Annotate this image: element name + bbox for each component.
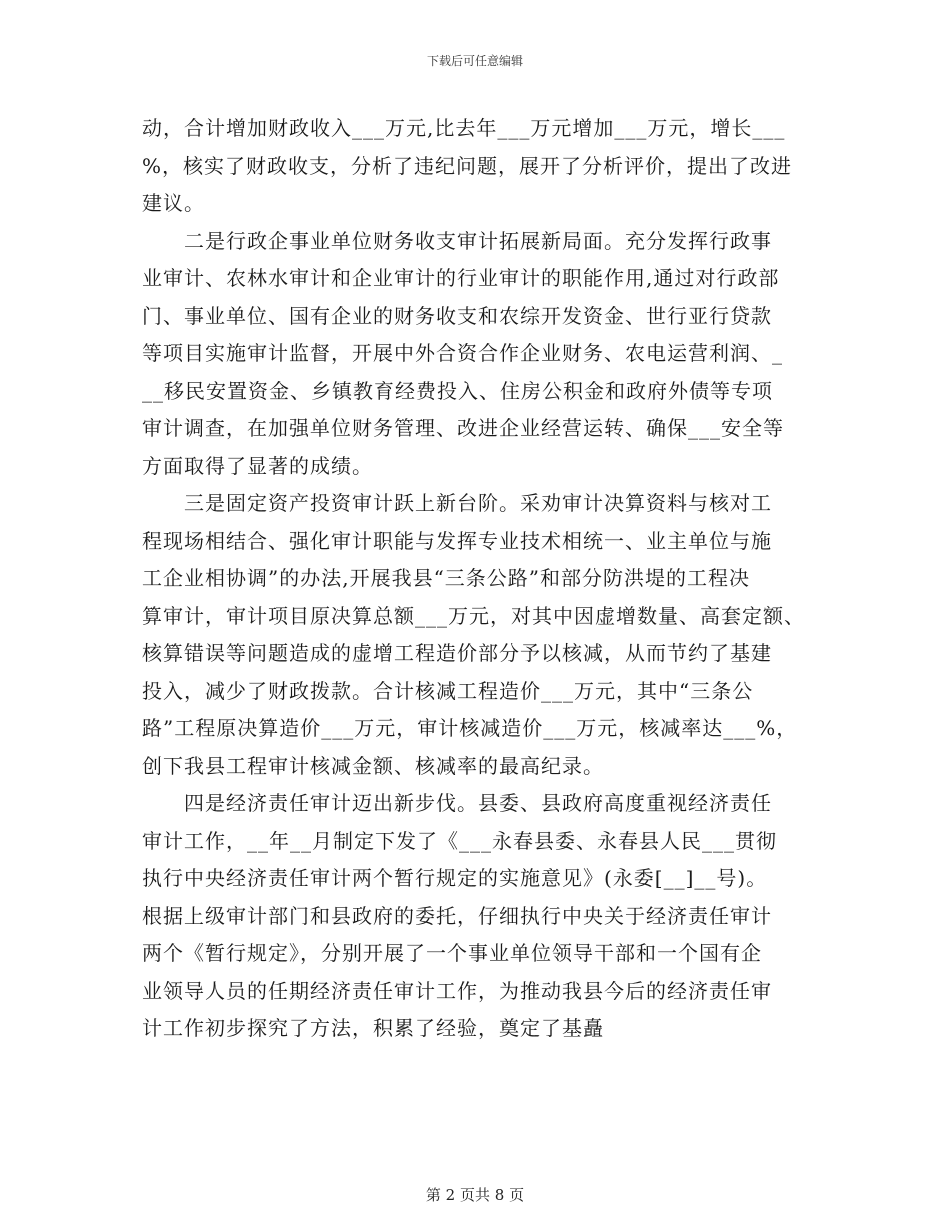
text-line: 执行中央经济责任审计两个暂行规定的实施意见》(永委[__]__号)。 [142,866,768,890]
text-line: 程现场相结合、强化审计职能与发挥专业技术相统一、业主单位与施 [142,528,772,553]
text-line: 门、事业单位、国有企业的财务收支和农综开发资金、世行亚行贷款 [142,303,772,328]
text-line: 四是经济责任审计迈出新步伐。县委、县政府高度重视经济责任 [142,791,772,815]
text-line: 业领导人员的任期经济责任审计工作，为推动我县今后的经济责任审 [142,978,772,1003]
page-number: 第 2 页共 8 页 [425,1186,525,1204]
text-line: 动，合计增加财政收入___万元,比去年___万元增加___万元，增长___ [142,116,786,140]
text-line: 根据上级审计部门和县政府的委托，仔细执行中央关于经济责任审计 [142,903,772,928]
text-line: 二是行政企事业单位财务收支审计拓展新局面。充分发挥行政事 [142,228,772,253]
text-line: 三是固定资产投资审计跃上新台阶。采劝审计决算资料与核对工 [142,491,772,515]
text-line: 两个《暂行规定》，分别开展了一个事业单位领导干部和一个国有企 [142,941,762,965]
text-line: 审计工作，__年__月制定下发了《___永春县委、永春县人民___贯彻 [142,828,777,853]
text-line: 计工作初步探究了方法，积累了经验，奠定了基矗 [142,1016,604,1040]
text-line: 方面取得了显著的成绩。 [142,453,373,478]
text-line: 审计调查，在加强单位财务管理、改进企业经营运转、确保___安全等 [142,416,784,440]
text-line: 创下我县工程审计核减金额、核减率的最高纪录。 [142,753,604,778]
text-line: 业审计、农林水审计和企业审计的行业审计的职能作用,通过对行政部 [142,266,780,290]
text-line: %，核实了财政收支，分析了违纪问题，展开了分析评价，提出了改进 [142,153,793,178]
text-line: 核算错误等问题造成的虚增工程造价部分予以核减，从而节约了基建 [142,641,772,665]
text-line: 投入，减少了财政拨款。合计核减工程造价___万元，其中“三条公 [142,678,754,703]
text-line: 建议。 [142,191,205,215]
page-header-note: 下载后可任意编辑 [426,54,523,68]
text-line: 工企业相协调”的办法,开展我县“三条公路”和部分防洪堤的工程决 [142,566,751,590]
text-line: 算审计，审计项目原决算总额___万元，对其中因虚增数量、高套定额、 [142,603,805,628]
text-line: __移民安置资金、乡镇教育经费投入、住房公积金和政府外债等专项 [142,378,773,403]
document-body [142,110,812,1048]
text-line: 路”工程原决算造价___万元，审计核减造价___万元，核减率达___%， [142,716,798,740]
text-line: 等项目实施审计监督，开展中外合资合作企业财务、农电运营利润、_ [142,341,783,365]
